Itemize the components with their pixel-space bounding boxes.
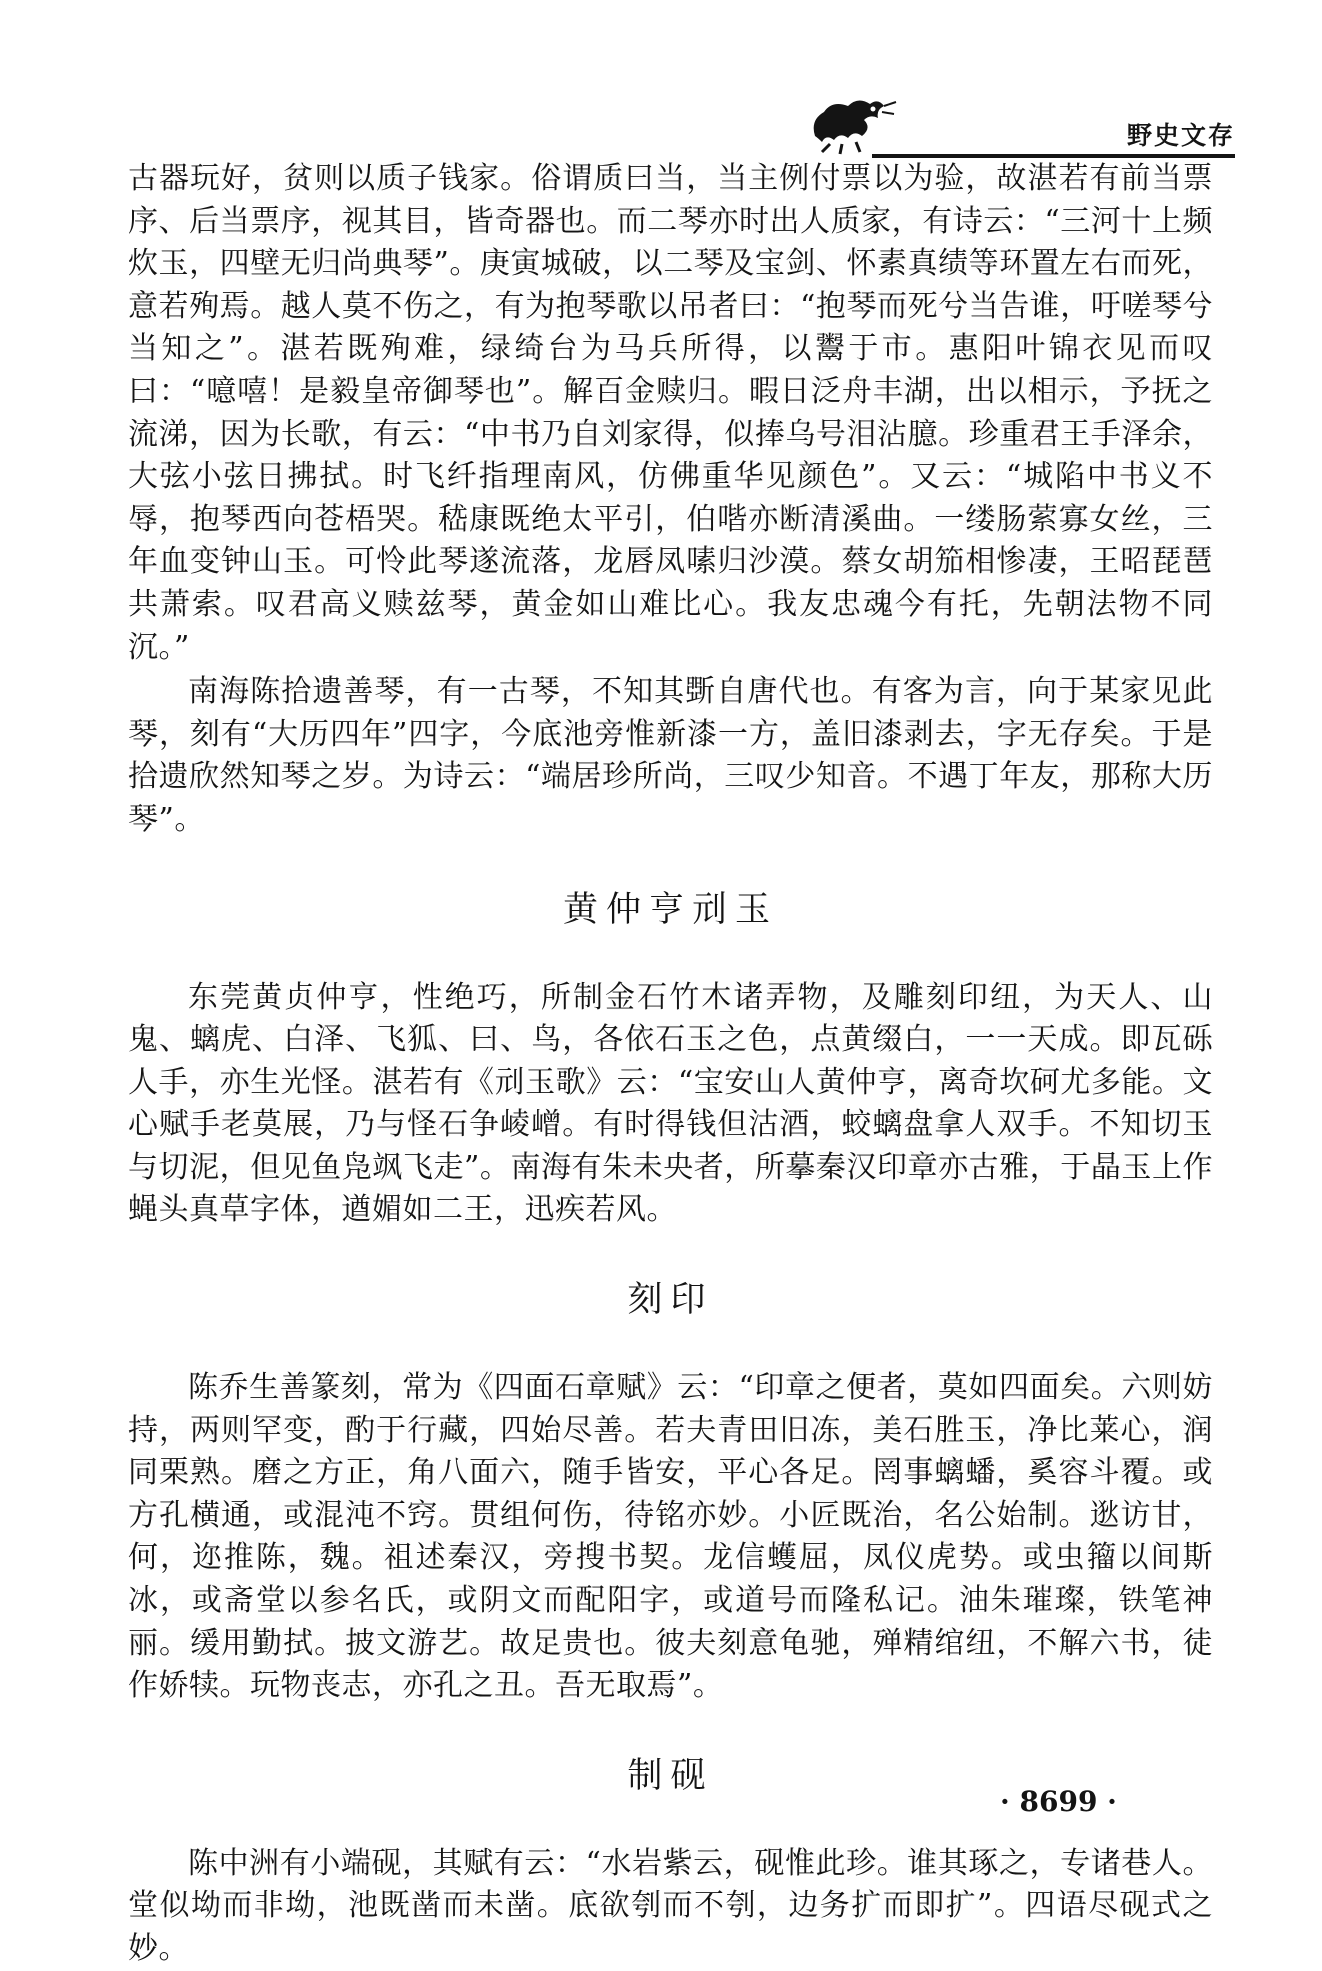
header-title: 野史文存: [1126, 121, 1235, 150]
paragraph-3: 东莞黄贞仲亨，性绝巧，所制金石竹木诸弄物，及雕刻印纽，为天人、山鬼、螭虎、白泽、飞狐、曰、鸟，各依石玉之色，点黄缀白，一一天成。即瓦砾人手，亦生光怪。湛若有《刓玉歌》云：“宝安山人黄仲亨，离奇坎砢尤多能。文心赋手老莫展，乃与怪石争崚嶒。有时得钱但沽酒，蛟螭盘拿人双手。不知切玉与切泥，但见鱼凫飒飞走”。南海有朱未央者，所摹秦汉印章亦古雅，于晶玉上作蝇头真草字体，遒媚如二王，迅疾若风。: [128, 979, 1213, 1228]
body-text: [128, 158, 1213, 1971]
section-title-inkstone: 制砚: [627, 1755, 714, 1796]
running-header: [800, 92, 1235, 158]
paragraph-4: 陈乔生善篆刻，常为《四面石章赋》云：“印章之便者，莫如四面矣。六则妨持，两则罕变，酌于行藏，四始尽善。若夫青田旧冻，美石胜玉，净比莱心，润同栗熟。磨之方正，角八面六，随手皆安，平心各足。罔事螭蟠，奚容斗覆。或方孔横通，或混沌不窍。贯组何伤，待铭亦妙。小匠既治，名公始制。逖访甘，何，迩推陈，魏。祖述秦汉，旁搜书契。龙信蠖屈，凤仪虎势。或虫籀以间斯冰，或斋堂以参名氏，或阴文而配阳字，或道号而隆私记。油朱璀璨，铁笔神丽。缓用勤拭。披文游艺。故足贵也。彼夫刻意龟驰，殚精绾纽，不解六书，徒作娇犊。玩物丧志，亦孔之丑。吾无取焉”。: [128, 1370, 1213, 1704]
paragraph-5: 陈中洲有小端砚，其赋有云：“水岩紫云，砚惟此珍。谁其琢之，专诸巷人。堂似坳而非坳，池既凿而未凿。底欲刳而不刳，边务扩而即扩”。四语尽砚式之妙。: [128, 1845, 1213, 1966]
paragraph-1: 古器玩好，贫则以质子钱家。俗谓质曰当，当主例付票以为验，故湛若有前当票序、后当票序，视其目，皆奇器也。而二琴亦时出人质家，有诗云：“三河十上频炊玉，四壁无归尚典琴”。庚寅城破，以二琴及宝剑、怀素真绩等环置左右而死，意若殉焉。越人莫不伤之，有为抱琴歌以吊者曰：“抱琴而死兮当告谁，吁嗟琴兮当知之”。湛若既殉难，绿绮台为马兵所得，以鬻于市。惠阳叶锦衣见而叹曰：“噫嘻！是毅皇帝御琴也”。解百金赎归。暇日泛舟丰湖，出以相示，予抚之流涕，因为长歌，有云：“中书乃自刘家得，似捧乌号泪沾臆。珍重君王手泽余，大弦小弦日拂拭。时飞纤指理南风，仿佛重华见颜色”。又云：“城陷中书义不辱，抱琴西向苍梧哭。嵇康既绝太平引，伯喈亦断清溪曲。一缕肠萦寡女丝，三年血变钟山玉。可怜此琴遂流落，龙唇凤嗉归沙漠。蔡女胡笳相惨凄，王昭琵琶共萧索。叹君高义赎兹琴，黄金如山难比心。我友忠魂今有托，先朝法物不同沉。”: [128, 161, 1213, 665]
page-number: · 8699 ·: [1000, 1785, 1117, 1818]
section-title-seal-carving: 刻印: [627, 1280, 714, 1321]
dragon-emblem-icon: [800, 92, 900, 158]
paragraph-2: 南海陈拾遗善琴，有一古琴，不知其斲自唐代也。有客为言，向于某家见此琴，刻有“大历四年”四字，今底池旁惟新漆一方，盖旧漆剥去，字无存矣。于是拾遗欣然知琴之岁。为诗云：“端居珍所尚，三叹少知音。不遇丁年友，那称大历琴”。: [128, 674, 1213, 837]
section-title-huang-zhongheng: 黄仲亨刓玉: [562, 889, 778, 930]
